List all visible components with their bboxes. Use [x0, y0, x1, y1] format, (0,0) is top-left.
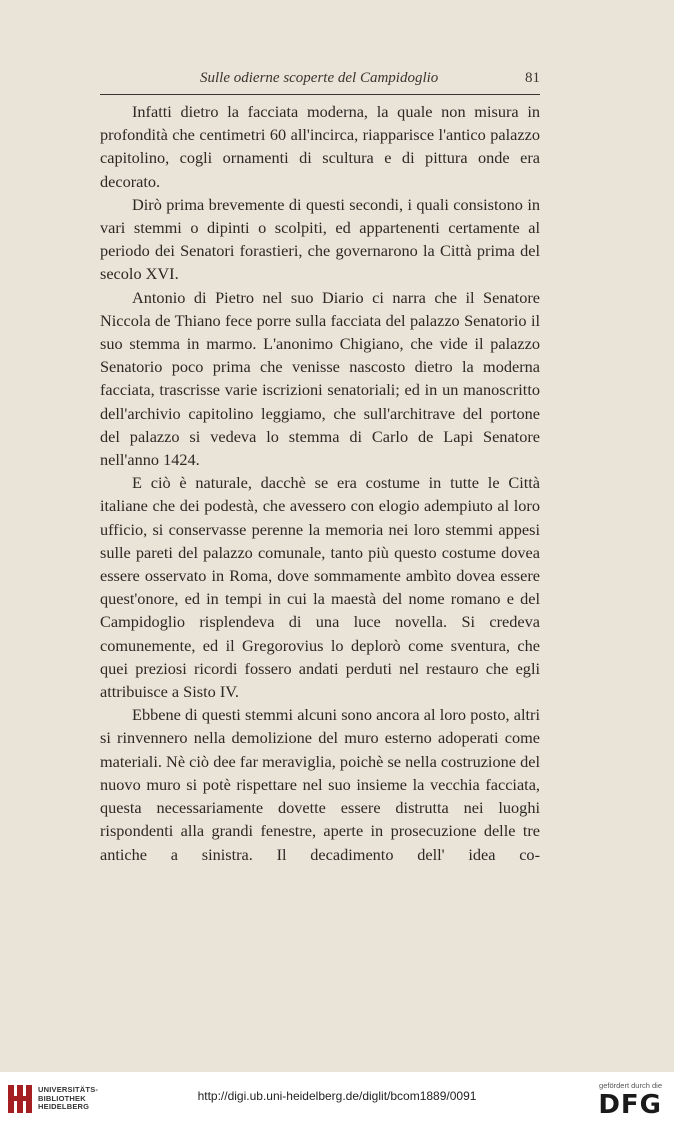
header-rule	[100, 94, 540, 95]
viewer-footer	[0, 1072, 674, 1125]
page-number: 81	[525, 70, 540, 86]
funded-by-label: gefördert durch die	[599, 1081, 662, 1090]
paragraph-2: Dirò prima brevemente di questi secondi, i quali consistono in vari stemmi o dipinti o scolpiti, ed appartenenti certamente al periodo dei Senatori forastieri, che governarono la Città prima del secolo XVI.	[100, 194, 540, 284]
permalink-url[interactable]: http://digi.ub.uni-heidelberg.de/diglit/bcom1889/0091	[197, 1089, 477, 1103]
library-name-line: BIBLIOTHEK	[38, 1093, 86, 1103]
library-name-line: UNIVERSITÄTS-	[38, 1085, 99, 1094]
paragraph-1: Infatti dietro la facciata moderna, la quale non misura in profondità che centimetri 60 all'incirca, riapparisce l'antico palazzo capitolino, cogli ornamenti di scultura e di pittura onde era decorato.	[100, 102, 540, 191]
paragraph-5: Ebbene di questi stemmi alcuni sono ancora al loro posto, altri si rinvennero nella demolizione del muro esterno adoperati come materiali. Nè ciò dee far meraviglia, poichè se nella costruzione del nuovo muro si potè rispettare nel suo insieme la vecchia facciata, questa necessariamente dovette essere distrutta nei luoghi rispondenti alla grandi fenestre, aperte in prosecuzione delle tre antiche a sinistra. Il decadimento dell' idea co-	[100, 705, 540, 864]
body-text	[100, 100, 540, 866]
running-head	[100, 70, 540, 92]
running-head-title: Sulle odierne scoperte del Campidoglio	[200, 70, 439, 86]
paragraph-4: E ciò è naturale, dacchè se era costume in tutte le Città italiane che dei podestà, che avessero con elogio adempiuto al loro ufficio, si conservasse perenne la memoria nei loro stemmi appesi sulle pareti del palazzo comunale, tanto più questo costume dovea essere osservato in Roma, dove sommamente ambìto dovea essere quest'onore, ed in tempi in cui la maestà del nome romano e del Campidoglio risplendeva di una luce novella. Si credeva comunemente, ed il Gregorovius lo deplorò come sventura, che quei preziosi ricordi fossero andati perduti nel restauro che egli attribuisce a Sisto IV.	[100, 473, 540, 702]
dfg-logo[interactable]: DFG	[598, 1090, 662, 1120]
paragraph-3: Antonio di Pietro nel suo Diario ci narra che il Senatore Niccola de Thiano fece porre sulla facciata del palazzo Senatorio il suo stemma in marmo. L'anonimo Chigiano, che vide il palazzo Senatorio poco prima che venisse nascosto dietro la moderna facciata, trascrisse varie iscrizioni senatoriali; ed in un manoscritto dell'archivio capitolino leggiamo, che sull'architrave del portone del palazzo si vedeva lo stemma di Carlo de Lapi Senatore nell'anno 1424.	[100, 287, 540, 470]
library-name-line: HEIDELBERG	[38, 1102, 90, 1111]
